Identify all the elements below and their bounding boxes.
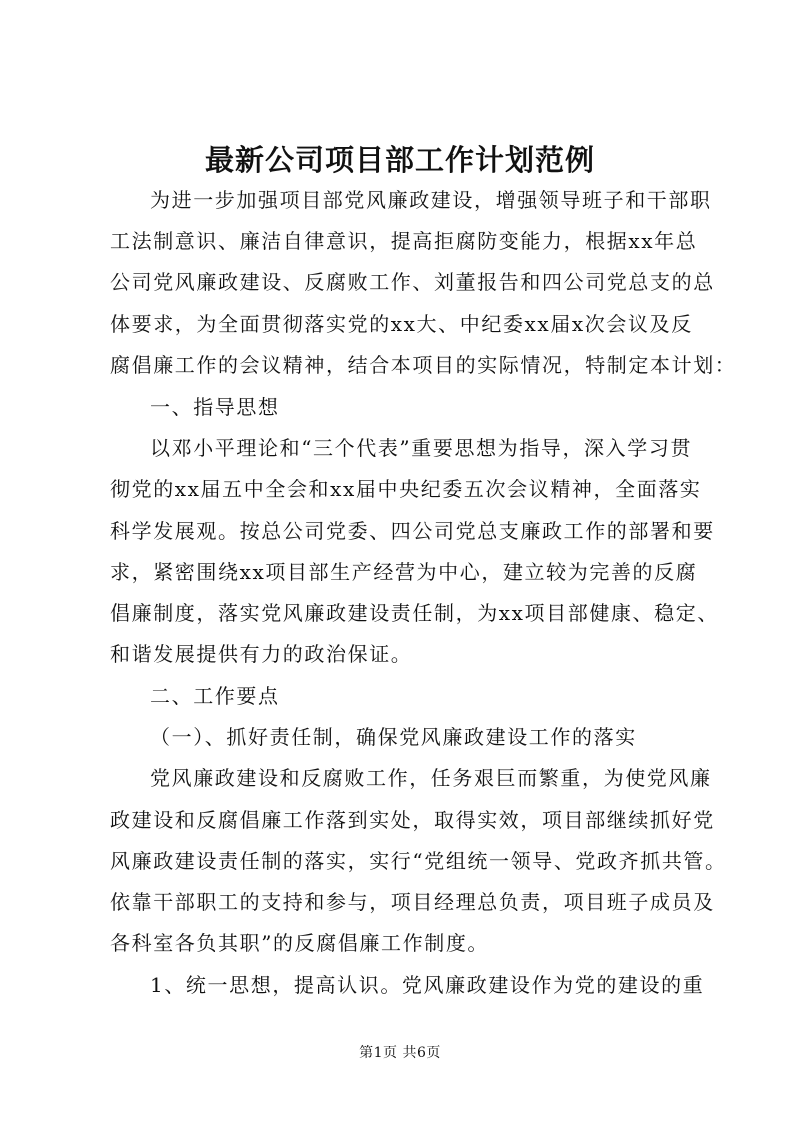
intro-line-4: 体要求，为全面贯彻落实党的xx大、中纪委xx届x次会议及反 bbox=[110, 312, 693, 336]
responsibility-line-4: 依靠干部职工的支持和参与，项目经理总负责，项目班子成员及 bbox=[110, 890, 715, 914]
section-heading-work-points: 二、工作要点 bbox=[150, 684, 280, 708]
guiding-line-4: 求，紧密围绕xx项目部生产经营为中心，建立较为完善的反腐 bbox=[110, 560, 698, 584]
intro-line-3: 公司党风廉政建设、反腐败工作、刘董报告和四公司党总支的总 bbox=[110, 270, 715, 294]
intro-line-1: 为进一步加强项目部党风廉政建设，增强领导班子和干部职 bbox=[150, 188, 712, 212]
point-1-line: 1、统一思想，提高认识。党风廉政建设作为党的建设的重 bbox=[150, 973, 705, 997]
guiding-line-3: 科学发展观。按总公司党委、四公司党总支廉政工作的部署和要 bbox=[110, 519, 715, 543]
section-heading-guiding-thought: 一、指导思想 bbox=[150, 395, 280, 419]
responsibility-line-3: 风廉政建设责任制的落实，实行“党组统一领导、党政齐抓共管。 bbox=[110, 849, 727, 873]
guiding-line-6: 和谐发展提供有力的政治保证。 bbox=[110, 642, 413, 666]
guiding-line-5: 倡廉制度，落实党风廉政建设责任制，为xx项目部健康、稳定、 bbox=[110, 601, 719, 625]
intro-line-2: 工法制意识、廉洁自律意识，提高拒腐防变能力，根据xx年总 bbox=[110, 229, 698, 253]
responsibility-line-1: 党风廉政建设和反腐败工作，任务艰巨而繁重，为使党风廉 bbox=[150, 766, 712, 790]
subsection-heading-responsibility: （一）、抓好责任制，确保党风廉政建设工作的落实 bbox=[150, 725, 637, 749]
document-title: 最新公司项目部工作计划范例 bbox=[204, 143, 595, 177]
guiding-line-2: 彻党的xx届五中全会和xx届中央纪委五次会议精神，全面落实 bbox=[110, 477, 702, 501]
responsibility-line-5: 各科室各负其职”的反腐倡廉工作制度。 bbox=[110, 931, 490, 955]
responsibility-line-2: 政建设和反腐倡廉工作落到实处，取得实效，项目部继续抓好党 bbox=[110, 808, 715, 832]
guiding-line-1: 以邓小平理论和“三个代表”重要思想为指导，深入学习贯 bbox=[150, 436, 693, 460]
intro-line-5: 腐倡廉工作的会议精神，结合本项目的实际情况，特制定本计划： bbox=[110, 353, 737, 377]
page-number-footer: 第1页 共6页 bbox=[359, 1045, 441, 1061]
